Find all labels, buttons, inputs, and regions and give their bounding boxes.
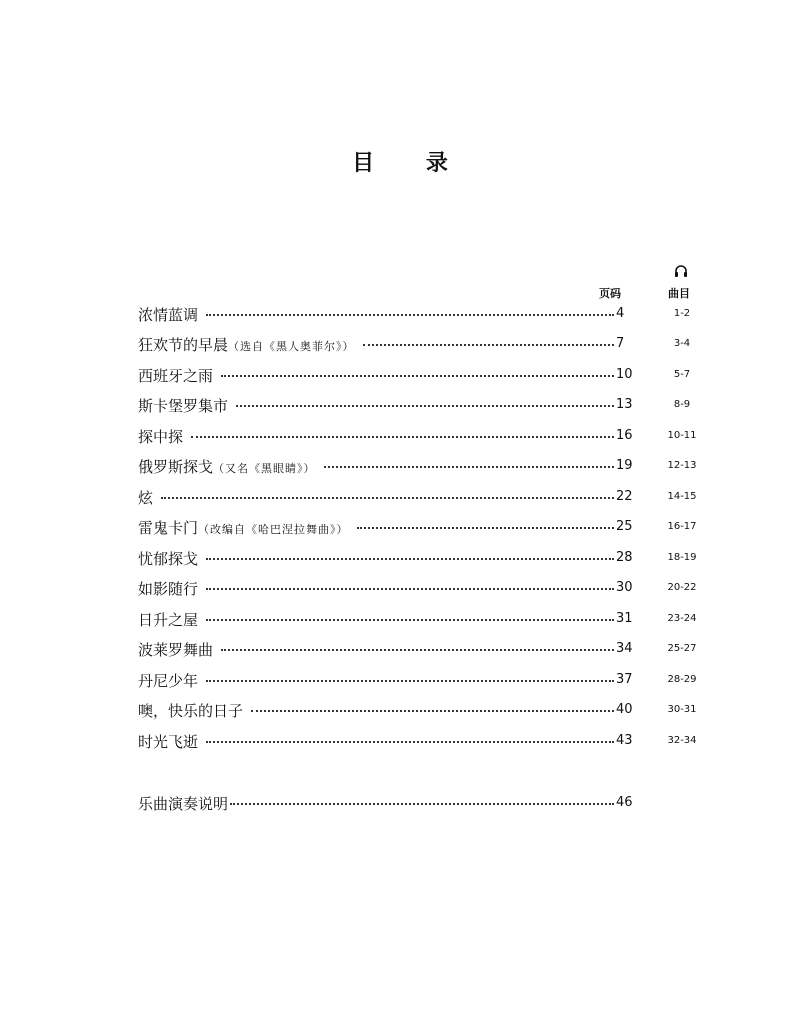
toc-row[interactable] [138, 639, 698, 665]
headphones-icon [674, 264, 688, 278]
toc-row[interactable] [138, 578, 698, 604]
track-range: 23-24 [667, 613, 697, 624]
page-column-header: 页码 [599, 287, 621, 300]
dot-leader [324, 466, 614, 468]
page-number: 4 [616, 306, 625, 321]
entry-title: 日升之屋 [138, 611, 199, 629]
page-number: 43 [616, 733, 633, 748]
track-range: 25-27 [667, 643, 697, 654]
track-range: 12-13 [667, 460, 697, 471]
track-range: 28-29 [667, 674, 697, 685]
page-number: 16 [616, 428, 633, 443]
page-number: 25 [616, 519, 633, 534]
toc-row[interactable] [138, 609, 698, 635]
entry-subtitle: （选自《黑人奥菲尔》） [228, 340, 355, 353]
track-range: 1-2 [673, 308, 691, 319]
entry-subtitle: （又名《黑眼睛》） [213, 462, 316, 475]
toc-row[interactable] [138, 334, 698, 360]
track-range: 5-7 [673, 369, 691, 380]
page-number: 40 [616, 702, 633, 717]
toc-row[interactable] [138, 395, 698, 421]
entry-title: 忧郁探戈 [138, 550, 199, 568]
track-range: 18-19 [667, 552, 697, 563]
dot-leader [221, 375, 614, 377]
track-range: 8-9 [673, 399, 691, 410]
toc-row[interactable] [138, 700, 698, 726]
toc-row[interactable] [138, 426, 698, 452]
entry-title: 雷鬼卡门 [138, 519, 199, 537]
dot-leader [206, 741, 614, 743]
entry-title: 波莱罗舞曲 [138, 641, 214, 659]
dot-leader [363, 344, 614, 346]
track-range: 32-34 [667, 735, 697, 746]
track-range: 14-15 [667, 491, 697, 502]
entry-title: 斯卡堡罗集市 [138, 397, 229, 415]
toc-row[interactable] [138, 548, 698, 574]
track-column-header: 曲目 [668, 287, 690, 300]
entry-title: 炫 [138, 489, 154, 507]
entry-title: 时光飞逝 [138, 733, 199, 751]
track-range: 30-31 [667, 704, 697, 715]
dot-leader [206, 558, 614, 560]
dot-leader [236, 405, 614, 407]
dot-leader [206, 619, 614, 621]
dot-leader [191, 436, 614, 438]
dot-leader [251, 710, 614, 712]
page-number: 46 [616, 795, 633, 810]
track-range: 10-11 [667, 430, 697, 441]
page-number: 28 [616, 550, 633, 565]
entry-subtitle: （改编自《哈巴涅拉舞曲》） [198, 523, 349, 536]
page-number: 13 [616, 397, 633, 412]
entry-title: 探中探 [138, 428, 184, 446]
toc-row[interactable] [138, 670, 698, 696]
page-title: 目 录 [352, 151, 470, 176]
toc-row[interactable] [138, 304, 698, 330]
toc-row[interactable] [138, 365, 698, 391]
entry-title: 乐曲演奏说明 [138, 795, 229, 813]
page-number: 7 [616, 336, 625, 351]
page-number: 30 [616, 580, 633, 595]
dot-leader [357, 527, 614, 529]
page-number: 10 [616, 367, 633, 382]
entry-title: 西班牙之雨 [138, 367, 214, 385]
page-number: 19 [616, 458, 633, 473]
track-range: 3-4 [673, 338, 691, 349]
toc-row[interactable] [138, 517, 698, 543]
page-number: 37 [616, 672, 633, 687]
page-number: 22 [616, 489, 633, 504]
toc-row[interactable] [138, 487, 698, 513]
entry-title: 噢，快乐的日子 [138, 702, 244, 720]
dot-leader [230, 803, 614, 805]
dot-leader [161, 497, 614, 499]
entry-title: 丹尼少年 [138, 672, 199, 690]
page-number: 34 [616, 641, 633, 656]
toc-row[interactable] [138, 731, 698, 757]
dot-leader [206, 680, 614, 682]
track-range: 20-22 [667, 582, 697, 593]
track-range: 16-17 [667, 521, 697, 532]
toc-row[interactable] [138, 456, 698, 482]
dot-leader [221, 649, 614, 651]
entry-title: 如影随行 [138, 580, 199, 598]
toc-footer-row[interactable] [138, 793, 648, 819]
entry-title: 俄罗斯探戈 [138, 458, 214, 476]
entry-title: 浓情蓝调 [138, 306, 199, 324]
page-number: 31 [616, 611, 633, 626]
entry-title: 狂欢节的早晨 [138, 336, 229, 354]
dot-leader [206, 314, 614, 316]
dot-leader [206, 588, 614, 590]
